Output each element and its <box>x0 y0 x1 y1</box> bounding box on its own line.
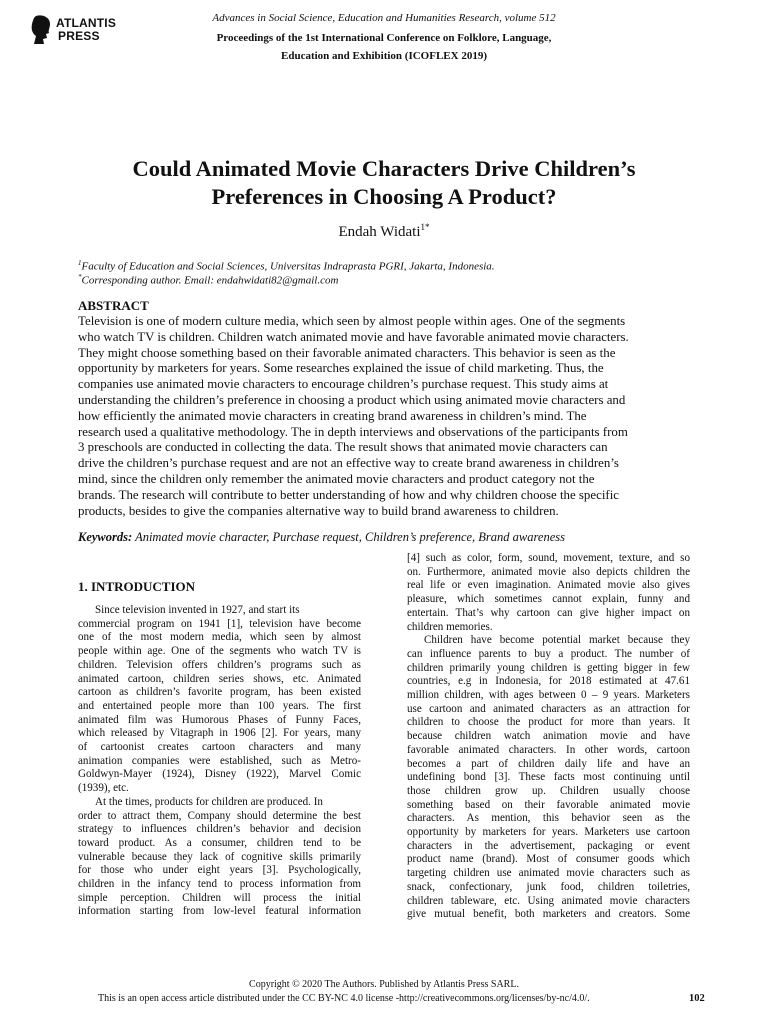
text-line: targeting children use animated movie characters such as <box>407 867 690 880</box>
corresponding-text: Corresponding author. Email: endahwidati82@gmail.com <box>81 274 339 287</box>
text-line: on. Furthermore, animated movie also depicts children the <box>407 565 690 578</box>
affiliation-text: Faculty of Education and Social Sciences, Universitas Indraprasta PGRI, Jakarta, Indonesia. <box>81 260 495 273</box>
text-line: million children, with ages between 0 – 9 years. Marketers <box>407 689 690 702</box>
text-line: opportunity by marketers for years. Some researches explained the issue of child marketing. Thus, the <box>78 361 604 376</box>
text-line: drive the children’s purchase request and are not an effective way to create brand awareness in children’s <box>78 456 619 471</box>
text-line: animated cartoon, children series shows, etc. Animated <box>78 672 361 685</box>
text-line: products, besides to give the companies alternative way to build brand awareness to children. <box>78 503 559 518</box>
corresponding-mark: * <box>78 273 82 281</box>
text-line: cartoon as children’s favorite program, has been existed <box>78 686 361 699</box>
text-line: brands. The research will contribute to better understanding of how and why children choose the specific <box>78 487 619 502</box>
right-column <box>407 552 690 922</box>
keywords <box>78 529 565 545</box>
publisher-logo <box>30 14 122 48</box>
keywords-text: Animated movie character, Purchase request, Children’s preference, Brand awareness <box>135 530 565 544</box>
text-line: for those who under eight years [3]. Psychologically, <box>78 864 361 877</box>
text-line: give mutual benefit, both marketers and creators. Some <box>407 908 690 921</box>
text-line: animation companies were established, such as Metro- <box>78 754 361 767</box>
abstract-heading: ABSTRACT <box>78 298 149 313</box>
text-line: order to attract them, Company should determine the best <box>78 809 361 822</box>
text-line: opportunity by marketers for years. Marketers use cartoon <box>407 826 690 839</box>
text-line: something based on their favorable animated movie <box>407 798 690 811</box>
text-line: They might choose something based on their favorable animated characters. This behavior is seen as the <box>78 345 616 360</box>
text-line: favorable animated characters. In other words, cartoon <box>407 743 690 756</box>
proceedings-line-1: Proceedings of the 1st International Conference on Folklore, Language, <box>216 32 552 44</box>
text-line: companies use animated movie characters to encourage children’s purchase request. This study aims at <box>78 377 609 392</box>
text-line: research used a qualitative methodology. The in depth interviews and observations of the participants from <box>78 424 628 439</box>
abstract-body <box>78 314 690 519</box>
text-line: children tableware, etc. Using animated movie characters <box>407 894 690 907</box>
text-line: undefining bond [3]. These facts most continuing until <box>407 771 690 784</box>
article-title <box>40 155 728 211</box>
text-line: children primarily young children is getting bigger in few <box>407 661 690 674</box>
affiliation-mark: 1 <box>78 259 82 267</box>
text-line: At the times, products for children are produced. In <box>95 795 323 808</box>
text-line: real life or even imagination. Animated movie also gives <box>407 579 690 592</box>
proceedings-line-2: Education and Exhibition (ICOFLEX 2019) <box>281 50 487 62</box>
footer-copyright: Copyright © 2020 The Authors. Published by Atlantis Press SARL. <box>249 979 519 990</box>
text-line: pleasure, which sometimes cannot explain, funny and <box>407 593 690 606</box>
text-line: because children watch animation movie and have <box>407 730 690 743</box>
text-line: Children have become potential market because they <box>424 634 690 647</box>
text-line: vulnerable because they lack of cognitive skills primarily <box>78 850 361 863</box>
title-line-1: Could Animated Movie Characters Drive Children’s <box>132 156 636 181</box>
atlantis-head-icon <box>30 14 54 46</box>
text-line: of cartoonist creates cartoon characters and many <box>78 741 361 754</box>
text-line: people within age. One of the segments who watch TV is <box>78 645 361 658</box>
corresponding-author <box>78 270 338 289</box>
text-line: becomes a part of children daily life and have an <box>407 757 690 770</box>
text-line: who watch TV is children. Children watch animated movie and have favorable animated movie characters. <box>78 329 629 344</box>
logo-line-1: ATLANTIS <box>56 16 117 30</box>
text-line: animated film was Humorous Phases of Funny Faces, <box>78 713 361 726</box>
text-line: children. Television offers children’s programs such as <box>78 658 361 671</box>
author-marks: 1* <box>420 222 430 232</box>
text-line: entertain. That’s why cartoon can give higher impact on <box>407 606 690 619</box>
text-line: mind, since the children only remember the animated movie characters and product category not the <box>78 471 595 486</box>
page-number: 102 <box>689 993 705 1004</box>
text-line: characters. As mention, this behavior seen as the <box>407 812 690 825</box>
author-line <box>0 217 768 242</box>
keywords-label: Keywords: <box>78 530 133 544</box>
logo-line-2: PRESS <box>58 29 100 43</box>
journal-name: Advances in Social Science, Education and Humanities Research, volume 512 <box>212 12 556 24</box>
text-line: Goldwyn-Mayer (1924), Disney (1922), Marvel Comic <box>78 768 361 781</box>
section-heading-introduction: 1. INTRODUCTION <box>78 579 196 594</box>
text-line: strategy to influences children’s behavior and decision <box>78 823 361 836</box>
left-column <box>78 604 361 919</box>
text-line: toward product. As a consumer, children tend to be <box>78 836 361 849</box>
text-line: children in the infancy tend to process information from <box>78 878 361 891</box>
text-line: product name (brand). Most of consumer goods which <box>407 853 690 866</box>
text-line: children to choose the product for more than years. It <box>407 716 690 729</box>
text-line: (1939), etc. <box>78 782 129 795</box>
author-name: Endah Widati <box>338 224 421 240</box>
text-line: can influence parents to buy a product. The number of <box>407 647 690 660</box>
text-line: children memories. <box>407 620 493 633</box>
text-line: and entertained people more than 100 years. The first <box>78 699 361 712</box>
text-line: [4] such as color, form, sound, movement, texture, and so <box>407 552 690 564</box>
title-line-2: Preferences in Choosing A Product? <box>211 184 557 209</box>
text-line: which released by Vitagraph in 1906 [2]. For years, many <box>78 727 361 740</box>
footer-license: This is an open access article distributed under the CC BY-NC 4.0 license -http://creativecommons.org/licenses/by-nc/4.0/. <box>98 993 590 1004</box>
text-line: commercial program on 1941 [1], television have become <box>78 617 361 630</box>
text-line: simple perception. Children will process the initial <box>78 891 361 904</box>
text-line: countries, e.g in Indonesia, for 2018 estimated at 47.61 <box>407 675 690 688</box>
text-line: characters in the advertisement, packaging or event <box>407 839 690 852</box>
text-line: Since television invented in 1927, and start its <box>95 604 300 616</box>
text-line: information starting from low-level featural information <box>78 905 361 918</box>
text-line: how efficiently the animated movie characters in creating brand awareness in children’s mind. The <box>78 408 587 423</box>
text-line: use cartoon and animated characters as an attraction for <box>407 702 690 715</box>
text-line: one of the most modern media, which seen by almost <box>78 631 361 644</box>
text-line: Television is one of modern culture media, which seen by almost people within ages. One of the segments <box>78 314 626 328</box>
text-line: understanding the children’s preference in choosing a product which using animated movie characters and <box>78 392 626 407</box>
text-line: 3 preschools are conducted in collecting the data. The result shows that animated movie characters can <box>78 440 608 455</box>
text-line: those children grow up. Children usually choose <box>407 784 690 797</box>
text-line: snack, confectionary, junk food, children toiletries, <box>407 880 690 893</box>
